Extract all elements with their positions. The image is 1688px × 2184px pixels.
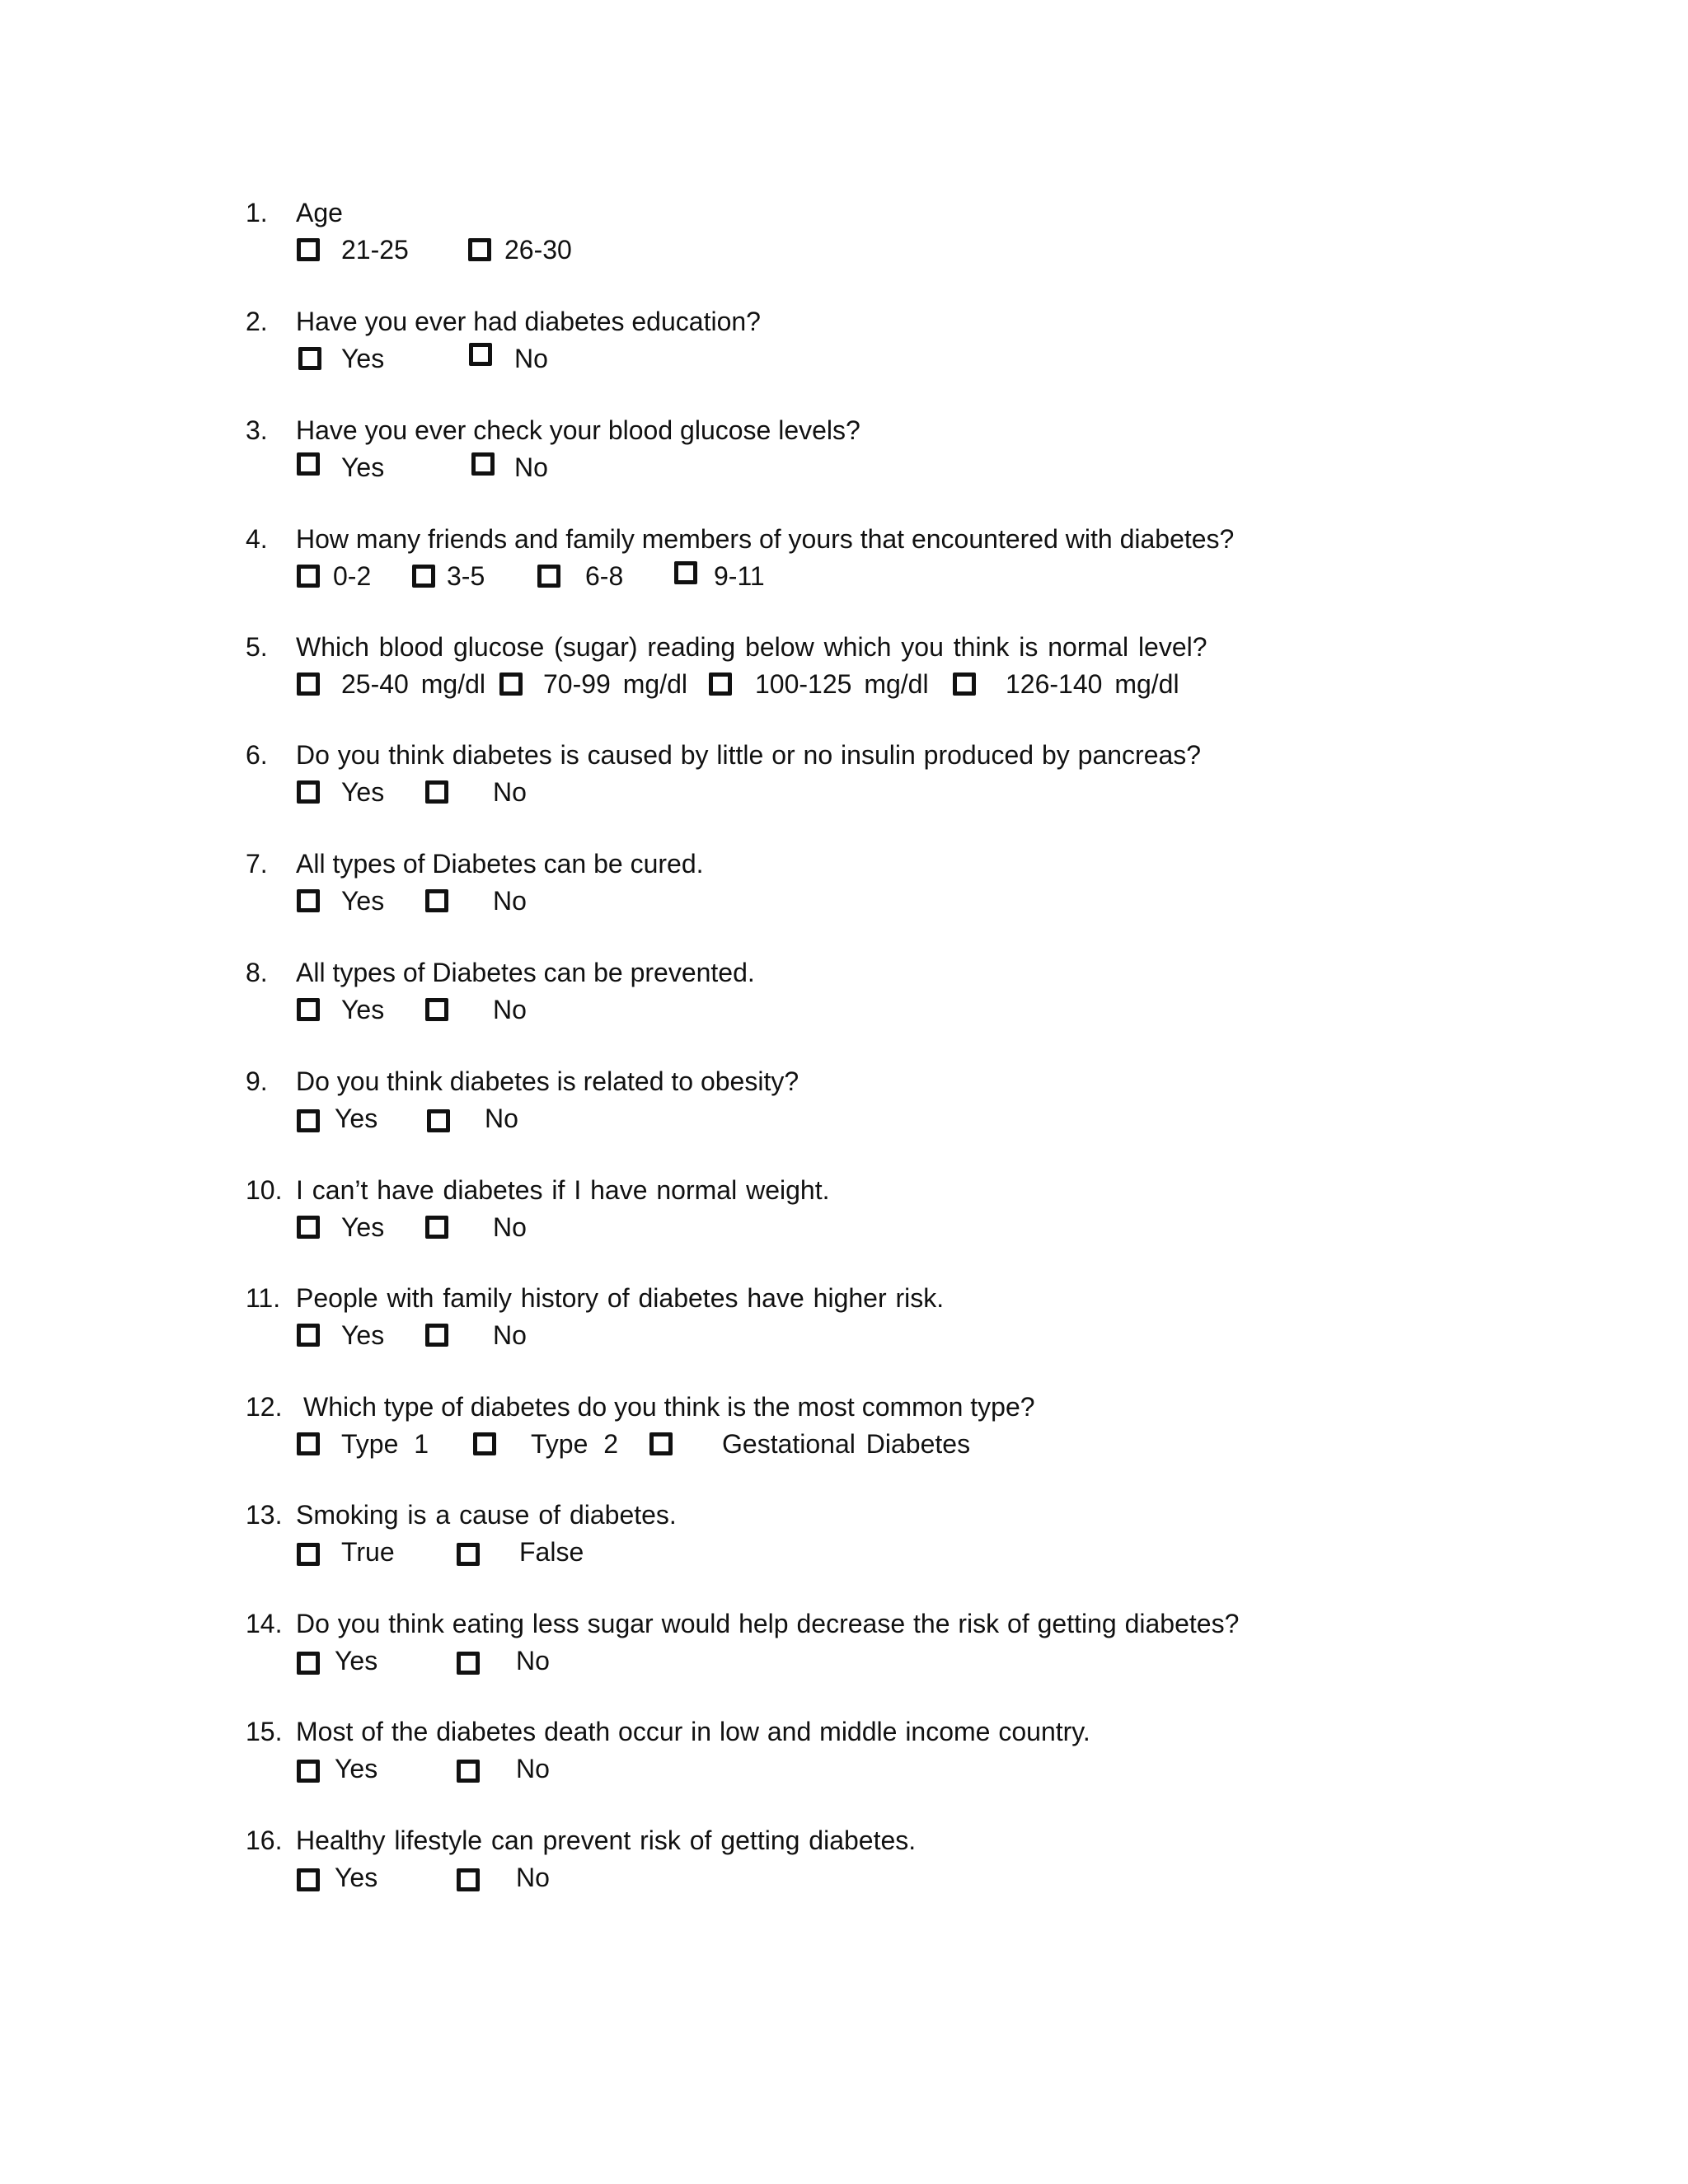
checkbox[interactable] — [297, 1760, 320, 1783]
question-number: 8. — [246, 958, 268, 987]
question-text: How many friends and family members of yours that encountered with diabetes? — [296, 524, 1235, 554]
checkbox[interactable] — [469, 343, 492, 366]
question-number: 1. — [246, 198, 268, 227]
checkbox[interactable] — [468, 238, 491, 261]
question-15 — [246, 1713, 1482, 1788]
option-label: Yes — [341, 995, 385, 1024]
checkbox[interactable] — [297, 1652, 320, 1675]
question-number: 13. — [246, 1500, 283, 1530]
option-label: No — [493, 777, 527, 807]
checkbox[interactable] — [297, 238, 320, 261]
checkbox[interactable] — [674, 561, 697, 584]
checkbox[interactable] — [297, 1109, 320, 1132]
checkbox[interactable] — [297, 1868, 320, 1891]
answer-options — [246, 991, 1482, 1029]
question-text: Do you think eating less sugar would help decrease the risk of getting diabetes? — [296, 1609, 1240, 1638]
option-label: Gestational Diabetes — [722, 1429, 971, 1459]
question-text: All types of Diabetes can be cured. — [296, 849, 704, 879]
question-number: 16. — [246, 1825, 283, 1855]
option-label: Yes — [341, 886, 385, 916]
checkbox[interactable] — [297, 998, 320, 1021]
question-6 — [246, 737, 1482, 811]
option-label: No — [516, 1863, 550, 1892]
question-text: Have you ever had diabetes education? — [296, 307, 761, 336]
checkbox[interactable] — [297, 780, 320, 804]
option-label: 26-30 — [504, 235, 572, 265]
checkbox[interactable] — [425, 1216, 448, 1239]
option-label: 0-2 — [333, 561, 372, 591]
question-text: Which blood glucose (sugar) reading below which you think is normal level? — [296, 632, 1207, 662]
checkbox[interactable] — [297, 1432, 320, 1455]
option-label: 3-5 — [447, 561, 485, 591]
question-number: 10. — [246, 1175, 283, 1205]
option-label: No — [485, 1104, 518, 1133]
answer-options — [246, 1208, 1482, 1246]
checkbox[interactable] — [457, 1868, 480, 1891]
question-line — [246, 737, 1482, 773]
option-label: Yes — [341, 344, 385, 373]
checkbox[interactable] — [427, 1109, 450, 1132]
checkbox[interactable] — [425, 780, 448, 804]
option-label: No — [514, 344, 548, 373]
question-line — [246, 1280, 1482, 1316]
question-line — [246, 1389, 1482, 1425]
question-8 — [246, 954, 1482, 1029]
question-line — [246, 1172, 1482, 1208]
answer-options — [246, 882, 1482, 920]
answer-options — [246, 1099, 1482, 1137]
question-text: Smoking is a cause of diabetes. — [296, 1500, 677, 1530]
question-line — [246, 629, 1482, 665]
option-label: No — [493, 1212, 527, 1242]
checkbox[interactable] — [425, 1324, 448, 1347]
question-12 — [246, 1389, 1482, 1463]
checkbox[interactable] — [537, 565, 560, 588]
option-label: 6-8 — [585, 561, 624, 591]
question-line — [246, 1822, 1482, 1858]
question-line — [246, 1605, 1482, 1642]
checkbox[interactable] — [499, 673, 523, 696]
question-number: 3. — [246, 415, 268, 445]
question-number: 6. — [246, 740, 268, 770]
question-text: Have you ever check your blood glucose levels? — [296, 415, 860, 445]
answer-options — [246, 1750, 1482, 1788]
option-label: Type 2 — [531, 1429, 619, 1459]
question-text: I can’t have diabetes if I have normal weight. — [296, 1175, 830, 1205]
checkbox[interactable] — [297, 1216, 320, 1239]
question-number: 14. — [246, 1609, 283, 1638]
question-line — [246, 303, 1482, 340]
checkbox[interactable] — [297, 565, 320, 588]
checkbox[interactable] — [649, 1432, 673, 1455]
option-label: Yes — [341, 777, 385, 807]
checkbox[interactable] — [457, 1652, 480, 1675]
option-label: 25-40 mg/dl — [341, 669, 485, 699]
question-line — [246, 1063, 1482, 1099]
answer-options — [246, 1316, 1482, 1354]
question-line — [246, 1497, 1482, 1533]
checkbox[interactable] — [709, 673, 732, 696]
checkbox[interactable] — [298, 347, 321, 370]
checkbox[interactable] — [297, 889, 320, 912]
question-number: 12. — [246, 1392, 283, 1422]
checkbox[interactable] — [457, 1543, 480, 1566]
option-label: 9-11 — [714, 561, 765, 591]
option-label: Yes — [341, 452, 385, 482]
question-7 — [246, 846, 1482, 920]
question-9 — [246, 1063, 1482, 1137]
checkbox[interactable] — [473, 1432, 496, 1455]
answer-options — [246, 665, 1482, 703]
question-text: All types of Diabetes can be prevented. — [296, 958, 755, 987]
question-number: 9. — [246, 1066, 268, 1096]
question-text: Do you think diabetes is caused by little or no insulin produced by pancreas? — [296, 740, 1202, 770]
option-label: No — [516, 1646, 550, 1675]
question-number: 7. — [246, 849, 268, 879]
question-text: Healthy lifestyle can prevent risk of getting diabetes. — [296, 1825, 917, 1855]
question-11 — [246, 1280, 1482, 1354]
option-label: No — [493, 886, 527, 916]
option-label: 70-99 mg/dl — [543, 669, 687, 699]
option-label: 126-140 mg/dl — [1006, 669, 1179, 699]
answer-options — [246, 1858, 1482, 1896]
question-14 — [246, 1605, 1482, 1680]
answer-options — [246, 448, 1482, 486]
option-label: 100-125 mg/dl — [755, 669, 929, 699]
option-label: Yes — [335, 1646, 378, 1675]
question-5 — [246, 629, 1482, 703]
answer-options — [246, 231, 1482, 269]
question-number: 11. — [246, 1283, 281, 1313]
question-16 — [246, 1822, 1482, 1896]
option-label: No — [514, 452, 548, 482]
question-text: Age — [296, 198, 343, 227]
option-label: No — [516, 1754, 550, 1783]
checkbox[interactable] — [425, 998, 448, 1021]
question-line — [246, 194, 1482, 231]
question-4 — [246, 521, 1482, 595]
option-label: Yes — [335, 1104, 378, 1133]
question-10 — [246, 1172, 1482, 1246]
question-13 — [246, 1497, 1482, 1571]
question-line — [246, 521, 1482, 557]
option-label: No — [493, 1320, 527, 1350]
checkbox[interactable] — [297, 1543, 320, 1566]
answer-options — [246, 773, 1482, 811]
question-text: Most of the diabetes death occur in low and middle income country. — [296, 1717, 1090, 1746]
option-label: Type 1 — [341, 1429, 429, 1459]
option-label: Yes — [335, 1863, 378, 1892]
option-label: Yes — [341, 1320, 385, 1350]
question-text: People with family history of diabetes have higher risk. — [296, 1283, 945, 1313]
question-text: Do you think diabetes is related to obesity? — [296, 1066, 799, 1096]
question-2 — [246, 303, 1482, 377]
answer-options — [246, 557, 1482, 595]
answer-options — [246, 340, 1482, 377]
option-label: True — [341, 1537, 395, 1567]
answer-options — [246, 1642, 1482, 1680]
option-label: 21-25 — [341, 235, 409, 265]
option-label: No — [493, 995, 527, 1024]
question-line — [246, 1713, 1482, 1750]
checkbox[interactable] — [425, 889, 448, 912]
question-number: 5. — [246, 632, 268, 662]
question-line — [246, 846, 1482, 882]
answer-options — [246, 1425, 1482, 1463]
question-text: Which type of diabetes do you think is the most common type? — [303, 1392, 1035, 1422]
question-line — [246, 954, 1482, 991]
checkbox[interactable] — [297, 452, 320, 476]
checkbox[interactable] — [297, 673, 320, 696]
checkbox[interactable] — [297, 1324, 320, 1347]
question-number: 2. — [246, 307, 268, 336]
option-label: False — [519, 1537, 584, 1567]
question-1 — [246, 194, 1482, 269]
checkbox[interactable] — [471, 452, 495, 476]
checkbox[interactable] — [457, 1760, 480, 1783]
answer-options — [246, 1533, 1482, 1571]
checkbox[interactable] — [412, 565, 435, 588]
question-3 — [246, 412, 1482, 486]
question-number: 4. — [246, 524, 268, 554]
question-number: 15. — [246, 1717, 283, 1746]
checkbox[interactable] — [953, 673, 976, 696]
option-label: Yes — [335, 1754, 378, 1783]
option-label: Yes — [341, 1212, 385, 1242]
question-line — [246, 412, 1482, 448]
